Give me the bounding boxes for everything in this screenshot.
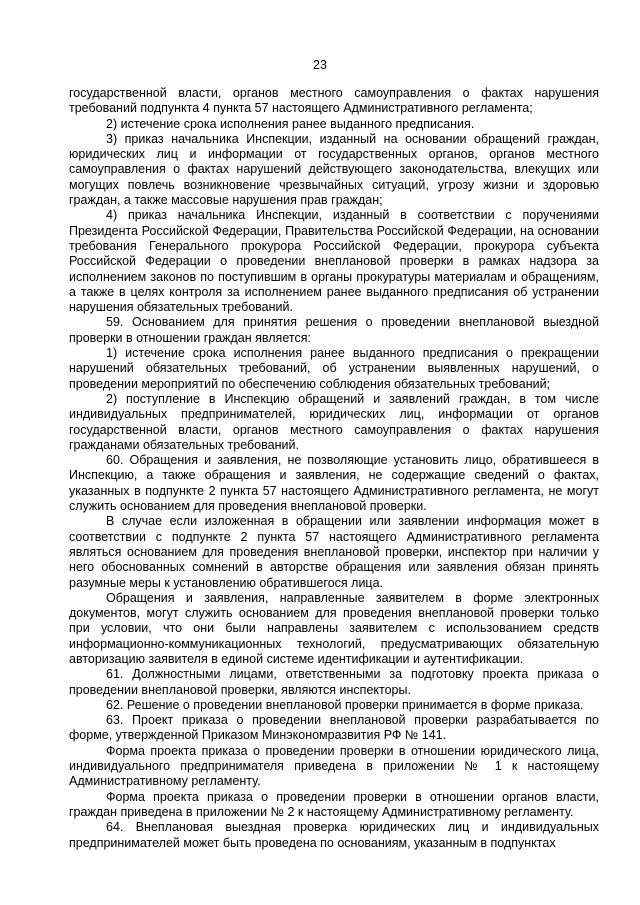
paragraph: 1) истечение срока исполнения ранее выданного предписания о прекращении нарушений обязательных требований, об устранении выявленных нарушений, о проведении мероприятий по обеспечению соблюдения обязательных требований; [69,346,599,391]
paragraph: 61. Должностными лицами, ответственными за подготовку проекта приказа о проведении внеплановой проверки, являются инспекторы. [69,667,599,697]
paragraph: 64. Внеплановая выездная проверка юридических лиц и индивидуальных предпринимателей может быть проведена по основаниям, указанным в подпунктах [69,820,599,850]
page-number: 23 [313,58,327,72]
paragraph: Обращения и заявления, направленные заявителем в форме электронных документов, могут служить основанием для проведения внеплановой проверки только при условии, что они были направлены заявителем с использованием средств информационно-коммуникационных технологий, предусматривающих обязательную авторизацию заявителя в единой системе идентификации и аутентификации. [69,590,599,666]
paragraph: 2) поступление в Инспекцию обращений и заявлений граждан, в том числе индивидуальных предпринимателей, юридических лиц, информации от органов государственной власти, органов местного самоуправления о фактах нарушения гражданами обязательных требований. [69,391,599,452]
paragraph: 60. Обращения и заявления, не позволяющие установить лицо, обратившееся в Инспекцию, а также обращения и заявления, не содержащие сведений о фактах, указанных в подпункте 2 пункта 57 настоящего Административного регламента, не могут служить основанием для проведения внеплановой проверки. [69,453,599,514]
paragraph: 62. Решение о проведении внеплановой проверки принимается в форме приказа. [106,697,584,712]
paragraph: 63. Проект приказа о проведении внеплановой проверки разрабатывается по форме, утвержденной Приказом Минэкономразвития РФ № 141. [69,713,599,743]
paragraph: 59. Основанием для принятия решения о проведении внеплановой выездной проверки в отношении граждан является: [69,315,599,345]
document-body [69,86,599,851]
paragraph: государственной власти, органов местного самоуправления о фактах нарушения требований подпункта 4 пункта 57 настоящего Административного регламента; [69,86,599,116]
paragraph: 4) приказ начальника Инспекции, изданный в соответствии с поручениями Президента Российской Федерации, Правительства Российской Федерации, на основании требования Генерального прокурора Российской Федерации, прокурора субъекта Российской Федерации о проведении внеплановой проверки в рамках надзора за исполнением законов по поступившим в органы прокуратуры материалам и обращениям, а также в целях контроля за исполнением ранее выданного предписания об устранении нарушения обязательных требований. [69,208,599,315]
paragraph: 2) истечение срока исполнения ранее выданного предписания. [106,116,475,131]
paragraph: Форма проекта приказа о проведении проверки в отношении органов власти, граждан приведена в приложении № 2 к настоящему Административному регламенту. [69,789,599,819]
paragraph: 3) приказ начальника Инспекции, изданный на основании обращений граждан, юридических лиц и информации от государственных органов, органов местного самоуправления о фактах нарушений действующего законодательства, влекущих или могущих повлечь возникновение чрезвычайных ситуаций, угрозу жизни и здоровью граждан, а также массовые нарушения прав граждан; [69,131,599,208]
paragraph: Форма проекта приказа о проведении проверки в отношении юридического лица, индивидуального предпринимателя приведена в приложении № 1 к настоящему Административному регламенту. [69,743,599,789]
paragraph: В случае если изложенная в обращении или заявлении информация может в соответствии с подпункте 2 пункта 57 настоящего Административного регламента являться основанием для проведения внеплановой проверки, инспектор при наличии у него обоснованных сомнений в авторстве обращения или заявления обязан принять разумные меры к установлению обратившегося лица. [69,514,599,590]
